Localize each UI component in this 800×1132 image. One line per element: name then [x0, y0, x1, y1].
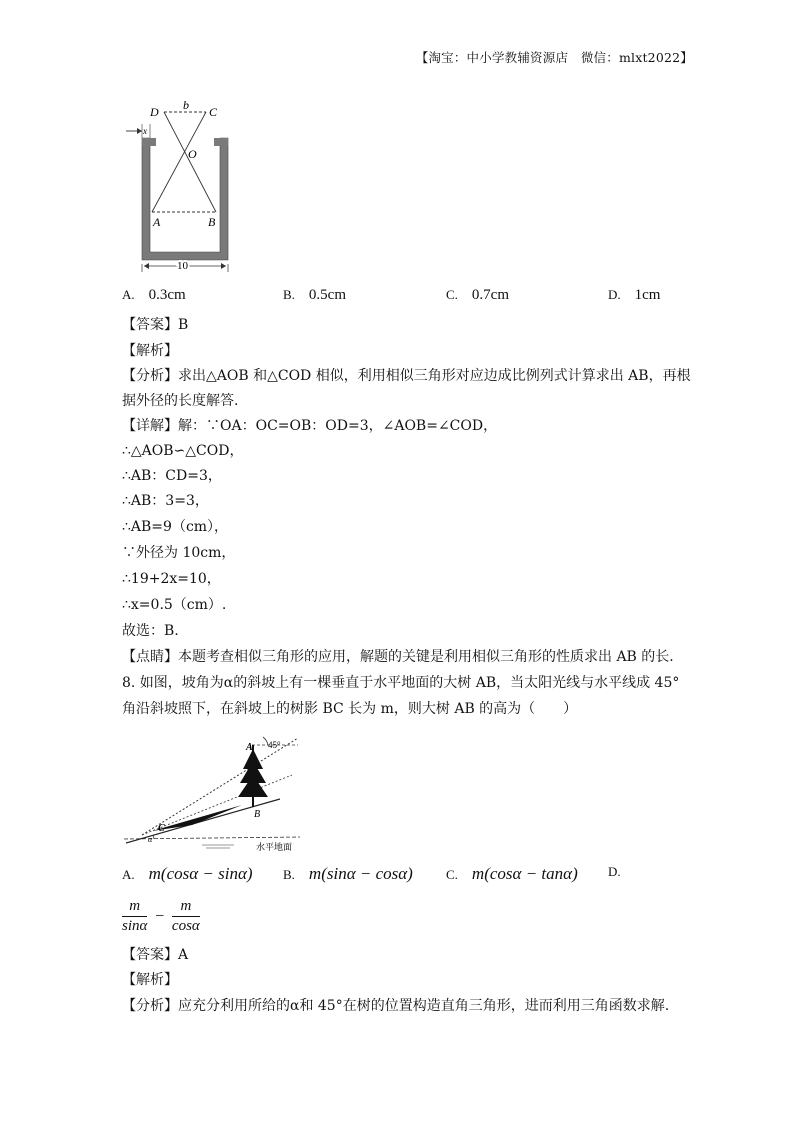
q7-analysis-heading: 【解析】 [122, 343, 178, 359]
fig2-label-B: B [254, 809, 261, 820]
q8-option-c: C. m(cosα − tanα) [446, 864, 578, 883]
label-A: A [153, 215, 161, 229]
fig2-label-alpha: α [148, 835, 153, 844]
q8-stem-line: 8. 如图，坡角为α的斜坡上有一棵垂直于水平地面的大树 AB，当太阳光线与水平线成 45° [122, 675, 680, 691]
q7-line: ∴AB=9（cm）， [122, 519, 229, 535]
label-O: O [188, 147, 197, 161]
fraction-1: $\frac{m}{\sin\alpha}$ [122, 898, 148, 934]
q7-answer: 【答案】B [122, 317, 189, 333]
page-header: 【淘宝：中小学教辅资源店 微信：mlxt2022】 [415, 50, 693, 65]
fraction-2: $\frac{m}{\cos\alpha}$ [171, 898, 200, 934]
q8-analysis: 【分析】应充分利用所给的α和 45°在树的位置构造直角三角形，进而利用三角函数求解. [122, 998, 670, 1014]
q8-answer: 【答案】A [122, 947, 189, 963]
q7-line: ∵外径为 10cm， [122, 545, 236, 561]
q7-line: 【点睛】本题考查相似三角形的应用，解题的关键是利用相似三角形的性质求出 AB 的长. [122, 649, 674, 665]
q7-line: ∴AB：CD=3， [122, 468, 222, 484]
label-width: 10 [177, 260, 188, 272]
q7-option-a: A. 0.3cm [122, 287, 186, 303]
q8-analysis-heading: 【解析】 [122, 972, 178, 988]
q7-line: 【分析】求出△AOB 和△COD 相似，利用相似三角形对应边成比例列式计算求出 AB，再根 [122, 368, 691, 384]
label-C: C [209, 105, 218, 119]
q7-line: 据外径的长度解答. [122, 393, 239, 409]
q7-option-c: C. 0.7cm [446, 287, 509, 303]
q7-line: ∴AB：3=3， [122, 493, 209, 509]
q7-line: ∴△AOB∽△COD， [122, 443, 244, 459]
q8-option-d-expression: $\frac{m}{\sin\alpha}$ − $\frac{m}{\cos\alpha}$ [122, 898, 200, 934]
q8-option-d: D. [608, 864, 621, 879]
q8-option-a: A. m(cosα − sinα) [122, 864, 253, 883]
fig2-label-A: A [246, 742, 253, 753]
label-D: D [150, 105, 159, 119]
fig2-label-C: C [158, 823, 165, 834]
q7-option-b: B. 0.5cm [283, 287, 346, 303]
label-b: b [183, 98, 189, 112]
label-x: x [143, 126, 147, 136]
fig2-label-45: 45° [268, 740, 281, 750]
q7-line: ∴19+2x=10， [122, 571, 221, 587]
q7-option-d: D. 1cm [608, 287, 661, 303]
q7-line: 故选：B. [122, 623, 179, 639]
q8-option-b: B. m(sinα − cosα) [283, 864, 413, 883]
q7-line: 【详解】解：∵OA：OC=OB：OD=3，∠AOB=∠COD， [122, 418, 498, 434]
q7-line: ∴x=0.5（cm）. [122, 597, 227, 613]
figure-tree-slope [122, 735, 304, 853]
q8-stem-line: 角沿斜坡照下，在斜坡上的树影 BC 长为 m，则大树 AB 的高为（ ） [122, 701, 578, 717]
label-B: B [208, 215, 216, 229]
fig2-label-ground: 水平地面 [256, 843, 293, 853]
figure-caliper-diagram [120, 98, 235, 273]
